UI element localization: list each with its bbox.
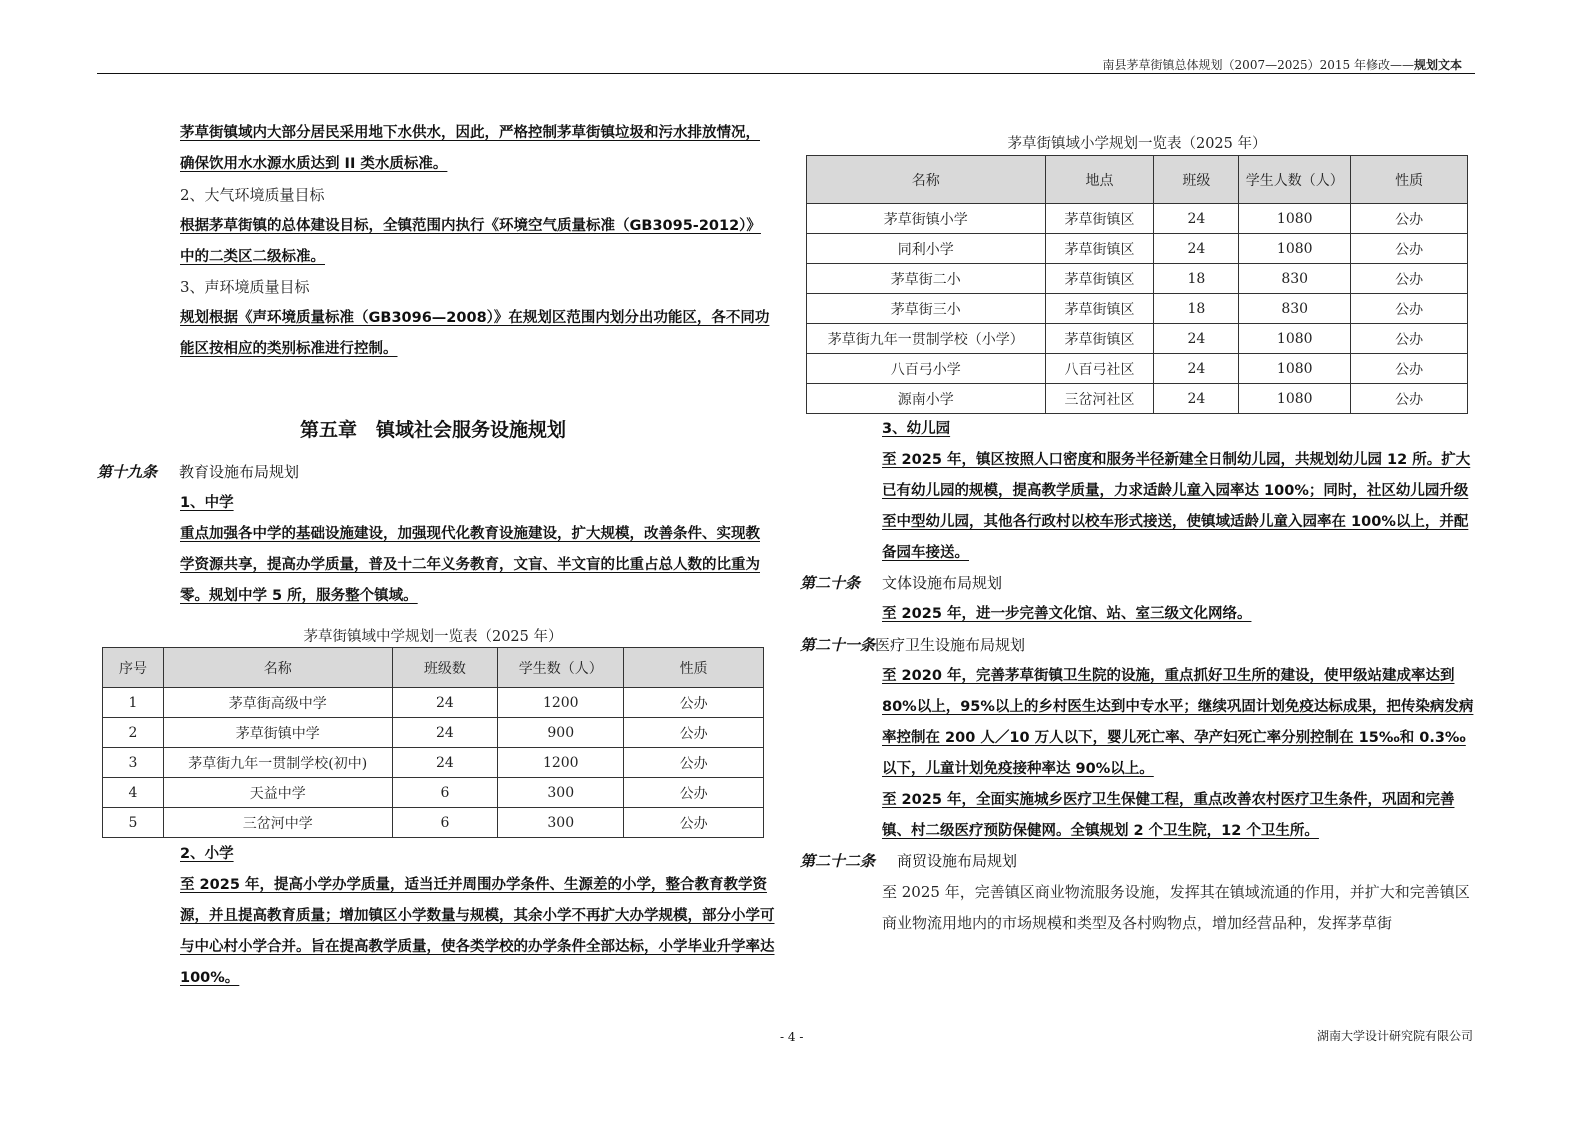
- primary-school-table-caption: 茅草街镇域小学规划一览表（2025 年）: [1007, 136, 1267, 152]
- article-22-number: 第二十二条: [800, 852, 876, 870]
- air-quality-heading: 2、大气环境质量目标: [180, 186, 325, 204]
- table-cell: 茅草街二小: [807, 264, 1046, 294]
- header-doc-title: 南县茅草街镇总体规划（2007—2025）2015 年修改——: [1102, 58, 1414, 72]
- middle-school-table: [102, 647, 764, 838]
- table-cell: 24: [392, 718, 498, 748]
- noise-quality-heading: 3、声环境质量目标: [180, 278, 310, 296]
- table-row: [807, 264, 1468, 294]
- table-row: [807, 204, 1468, 234]
- company-name: 湖南大学设计研究院有限公司: [1316, 1029, 1473, 1043]
- commerce-paragraph: 至 2025 年，完善镇区商业物流服务设施，发挥其在镇域流通的作用，并扩大和完善镇区商业物流用地内的市场规模和类型及各村购物点，增加经营品种，发挥茅草街: [882, 883, 1470, 932]
- table-cell: 八百弓小学: [807, 354, 1046, 384]
- table-cell: 24: [1154, 384, 1239, 414]
- table-cell: 1080: [1239, 324, 1351, 354]
- table-cell: 公办: [1351, 354, 1468, 384]
- table-cell: 300: [498, 808, 624, 838]
- middle-school-table-caption: 茅草街镇域中学规划一览表（2025 年）: [303, 629, 563, 645]
- table-cell: 1080: [1239, 384, 1351, 414]
- table-cell: 天益中学: [163, 778, 392, 808]
- table-cell: 1080: [1239, 354, 1351, 384]
- noise-quality-paragraph: 规划根据《声环境质量标准（GB3096—2008）》在规划区范围内划分出功能区，各不同功能区按相应的类别标准进行控制。: [180, 310, 770, 357]
- article-19-title: [97, 457, 299, 488]
- table-cell: 公办: [1351, 204, 1468, 234]
- primary-school-table: [806, 155, 1468, 414]
- table-cell: 5: [103, 808, 164, 838]
- column-header: 班级: [1154, 156, 1239, 204]
- culture-paragraph: 至 2025 年，进一步完善文化馆、站、室三级文化网络。: [882, 606, 1252, 622]
- table-cell: 300: [498, 778, 624, 808]
- table-cell: 三岔河社区: [1045, 384, 1154, 414]
- article-21-number: 第二十一条: [800, 636, 876, 654]
- table-row: [103, 688, 764, 718]
- table-row: [103, 778, 764, 808]
- table-cell: 茅草街镇区: [1045, 234, 1154, 264]
- table-cell: 同利小学: [807, 234, 1046, 264]
- table-cell: 1: [103, 688, 164, 718]
- column-header: 地点: [1045, 156, 1154, 204]
- table-cell: 茅草街镇区: [1045, 294, 1154, 324]
- table-cell: 茅草街镇小学: [807, 204, 1046, 234]
- table-cell: 6: [392, 778, 498, 808]
- running-header: [1103, 56, 1462, 73]
- middle-school-paragraph: 重点加强各中学的基础设施建设，加强现代化教育设施建设，扩大规模，改善条件、实现教学资源共享，提高办学质量，普及十二年义务教育，文盲、半文盲的比重占总人数的比重为零。规划中学 5 所，服务整个镇域。: [180, 526, 760, 604]
- column-header: 序号: [103, 648, 164, 688]
- table-cell: 900: [498, 718, 624, 748]
- table-cell: 茅草街三小: [807, 294, 1046, 324]
- table-cell: 1080: [1239, 234, 1351, 264]
- table-cell: 茅草街镇中学: [163, 718, 392, 748]
- table-cell: 源南小学: [807, 384, 1046, 414]
- table-cell: 1080: [1239, 204, 1351, 234]
- table-cell: 茅草街镇区: [1045, 264, 1154, 294]
- table-row: [807, 384, 1468, 414]
- table-row: [103, 808, 764, 838]
- table-cell: 公办: [1351, 384, 1468, 414]
- middle-school-heading: 1、中学: [180, 495, 234, 511]
- table-cell: 茅草街高级中学: [163, 688, 392, 718]
- table-header-row: [807, 156, 1468, 204]
- table-row: [103, 718, 764, 748]
- table-cell: 公办: [624, 688, 764, 718]
- article-19-number: 第十九条: [97, 463, 158, 481]
- article-20-name: 文体设施布局规划: [882, 574, 1003, 592]
- kindergarten-heading: 3、幼儿园: [882, 421, 951, 437]
- table-cell: 公办: [1351, 294, 1468, 324]
- header-rule: [97, 73, 1475, 74]
- table-cell: 公办: [624, 778, 764, 808]
- table-cell: 830: [1239, 264, 1351, 294]
- kindergarten-paragraph: 至 2025 年，镇区按照人口密度和服务半径新建全日制幼儿园，共规划幼儿园 12 所。扩大已有幼儿园的规模，提高教学质量，力求适龄儿童入园率达 100%；同时，社区幼儿园升级至中型幼儿园，其他各行政村以校车形式接送，使镇域适龄儿童入园率在 100%以上，并配备园车接送。: [882, 452, 1471, 561]
- table-row: [807, 234, 1468, 264]
- table-cell: 公办: [1351, 234, 1468, 264]
- table-cell: 公办: [1351, 324, 1468, 354]
- table-cell: 6: [392, 808, 498, 838]
- article-21-name: 医疗卫生设施布局规划: [875, 636, 1026, 654]
- header-doc-type: 规划文本: [1413, 58, 1462, 72]
- chapter-title: 第五章 镇域社会服务设施规划: [299, 419, 566, 441]
- table-cell: 24: [1154, 204, 1239, 234]
- column-header: 学生数（人）: [498, 648, 624, 688]
- column-header: 性质: [1351, 156, 1468, 204]
- article-20-title: [800, 568, 1002, 599]
- table-row: [807, 294, 1468, 324]
- table-cell: 24: [1154, 324, 1239, 354]
- table-row: [807, 354, 1468, 384]
- water-quality-paragraph: 茅草街镇域内大部分居民采用地下水供水，因此，严格控制茅草街镇垃圾和污水排放情况，确保饮用水水源水质达到 II 类水质标准。: [180, 125, 760, 172]
- table-cell: 24: [1154, 234, 1239, 264]
- table-cell: 24: [392, 748, 498, 778]
- table-cell: 18: [1154, 294, 1239, 324]
- table-cell: 茅草街九年一贯制学校（小学）: [807, 324, 1046, 354]
- article-22-title: [800, 846, 1017, 877]
- table-cell: 公办: [1351, 264, 1468, 294]
- column-header: 名称: [807, 156, 1046, 204]
- table-cell: 1200: [498, 688, 624, 718]
- table-cell: 4: [103, 778, 164, 808]
- article-22-name: 商贸设施布局规划: [897, 852, 1018, 870]
- column-header: 学生人数（人）: [1239, 156, 1351, 204]
- table-cell: 18: [1154, 264, 1239, 294]
- column-header: 班级数: [392, 648, 498, 688]
- table-row: [103, 748, 764, 778]
- page-number: - 4 -: [780, 1030, 804, 1044]
- table-cell: 八百弓社区: [1045, 354, 1154, 384]
- primary-school-heading: 2、小学: [180, 846, 234, 862]
- table-cell: 公办: [624, 748, 764, 778]
- medical-2020-paragraph: 至 2020 年，完善茅草街镇卫生院的设施，重点抓好卫生所的建设，使甲级站建成率达到 80%以上，95%以上的乡村医生达到中专水平；继续巩固计划免疫达标成果，把传染病发病率控制在 200 人／10 万人以下，婴儿死亡率、孕产妇死亡率分别控制在 15‰和 0.3‰以下，儿童计划免疫接种率达 90%以上。: [882, 668, 1474, 777]
- table-header-row: [103, 648, 764, 688]
- table-cell: 茅草街镇区: [1045, 204, 1154, 234]
- table-cell: 公办: [624, 808, 764, 838]
- table-cell: 3: [103, 748, 164, 778]
- column-header: 性质: [624, 648, 764, 688]
- medical-2025-paragraph: 至 2025 年，全面实施城乡医疗卫生保健工程，重点改善农村医疗卫生条件，巩固和完善镇、村二级医疗预防保健网。全镇规划 2 个卫生院，12 个卫生所。: [882, 792, 1455, 839]
- table-cell: 1200: [498, 748, 624, 778]
- table-cell: 三岔河中学: [163, 808, 392, 838]
- table-cell: 830: [1239, 294, 1351, 324]
- article-20-number: 第二十条: [800, 574, 861, 592]
- primary-school-paragraph: 至 2025 年，提高小学办学质量，适当迁并周围办学条件、生源差的小学，整合教育教学资源，并且提高教育质量；增加镇区小学数量与规模，其余小学不再扩大办学规模，部分小学可与中心村小学合并。旨在提高教学质量，使各类学校的办学条件全部达标，小学毕业升学率达 100%。: [180, 877, 775, 986]
- table-cell: 茅草街九年一贯制学校(初中): [163, 748, 392, 778]
- article-19-name: 教育设施布局规划: [179, 463, 300, 481]
- table-cell: 公办: [624, 718, 764, 748]
- article-21-title: [800, 630, 1025, 661]
- table-cell: 24: [1154, 354, 1239, 384]
- table-cell: 24: [392, 688, 498, 718]
- table-cell: 2: [103, 718, 164, 748]
- table-row: [807, 324, 1468, 354]
- column-header: 名称: [163, 648, 392, 688]
- table-cell: 茅草街镇区: [1045, 324, 1154, 354]
- air-quality-paragraph: 根据茅草街镇的总体建设目标，全镇范围内执行《环境空气质量标准（GB3095-2012）》中的二类区二级标准。: [180, 218, 761, 265]
